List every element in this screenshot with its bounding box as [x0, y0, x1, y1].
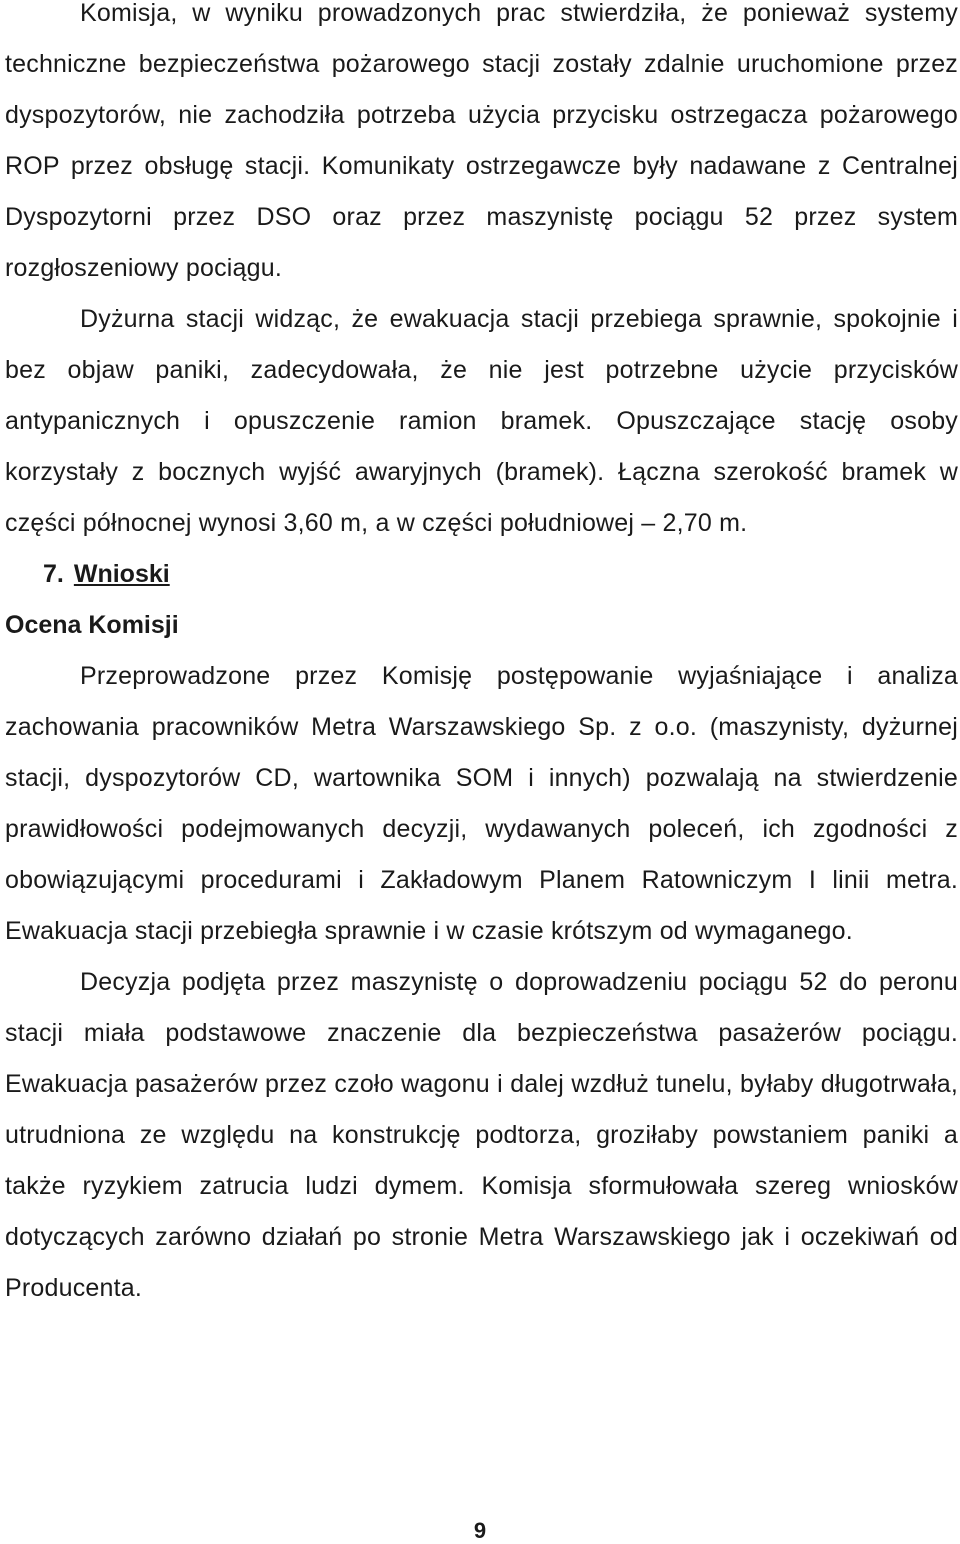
paragraph-commission-findings: Komisja, w wyniku prowadzonych prac stwierdziła, że ponieważ systemy techniczne bezpieczeństwa pożarowego stacji zostały zdalnie uruchomione przez dyspozytorów, nie zachodziła potrzeba użycia przycisku ostrzegacza pożarowego ROP przez obsługę stacji. Komunikaty ostrzegawcze były nadawane z Centralnej Dyspozytorni przez DSO oraz przez maszynistę pociągu 52 przez system rozgłoszeniowy pociągu. [5, 0, 958, 282]
section-heading [5, 549, 958, 600]
page-number: 9 [473, 1518, 487, 1543]
section-number: 7. [43, 560, 64, 588]
paragraph-driver-decision: Decyzja podjęta przez maszynistę o doprowadzeniu pociągu 52 do peronu stacji miała podstawowe znaczenie dla bezpieczeństwa pasażerów pociągu. Ewakuacja pasażerów przez czoło wagonu i dalej wzdłuż tunelu, byłaby długotrwała, utrudniona ze względu na konstrukcję podtorza, groziłaby powstaniem paniki a także ryzykiem zatrucia ludzi dymem. Komisja sformułowała szereg wniosków dotyczących zarówno działań po stronie Metra Warszawskiego jak i oczekiwań od Producenta. [5, 968, 958, 1302]
section-title: Wnioski [73, 560, 170, 588]
section-subtitle: Ocena Komisji [5, 611, 179, 639]
paragraph-investigation-analysis: Przeprowadzone przez Komisję postępowanie wyjaśniające i analiza zachowania pracowników Metra Warszawskiego Sp. z o.o. (maszynisty, dyżurnej stacji, dyspozytorów CD, wartownika SOM i innych) pozwalają na stwierdzenie prawidłowości podejmowanych decyzji, wydawanych poleceń, ich zgodności z obowiązującymi procedurami i Zakładowym Planem Ratowniczym I linii metra. Ewakuacja stacji przebiegła sprawnie i w czasie krótszym od wymaganego. [5, 662, 958, 945]
paragraph-station-duty-officer: Dyżurna stacji widząc, że ewakuacja stacji przebiega sprawnie, spokojnie i bez objaw paniki, zadecydowała, że nie jest potrzebne użycie przycisków antypanicznych i opuszczenie ramion bramek. Opuszczające stację osoby korzystały z bocznych wyjść awaryjnych (bramek). Łączna szerokość bramek w części północnej wynosi 3,60 m, a w części południowej – 2,70 m. [5, 305, 958, 537]
document-page [5, 0, 958, 1314]
